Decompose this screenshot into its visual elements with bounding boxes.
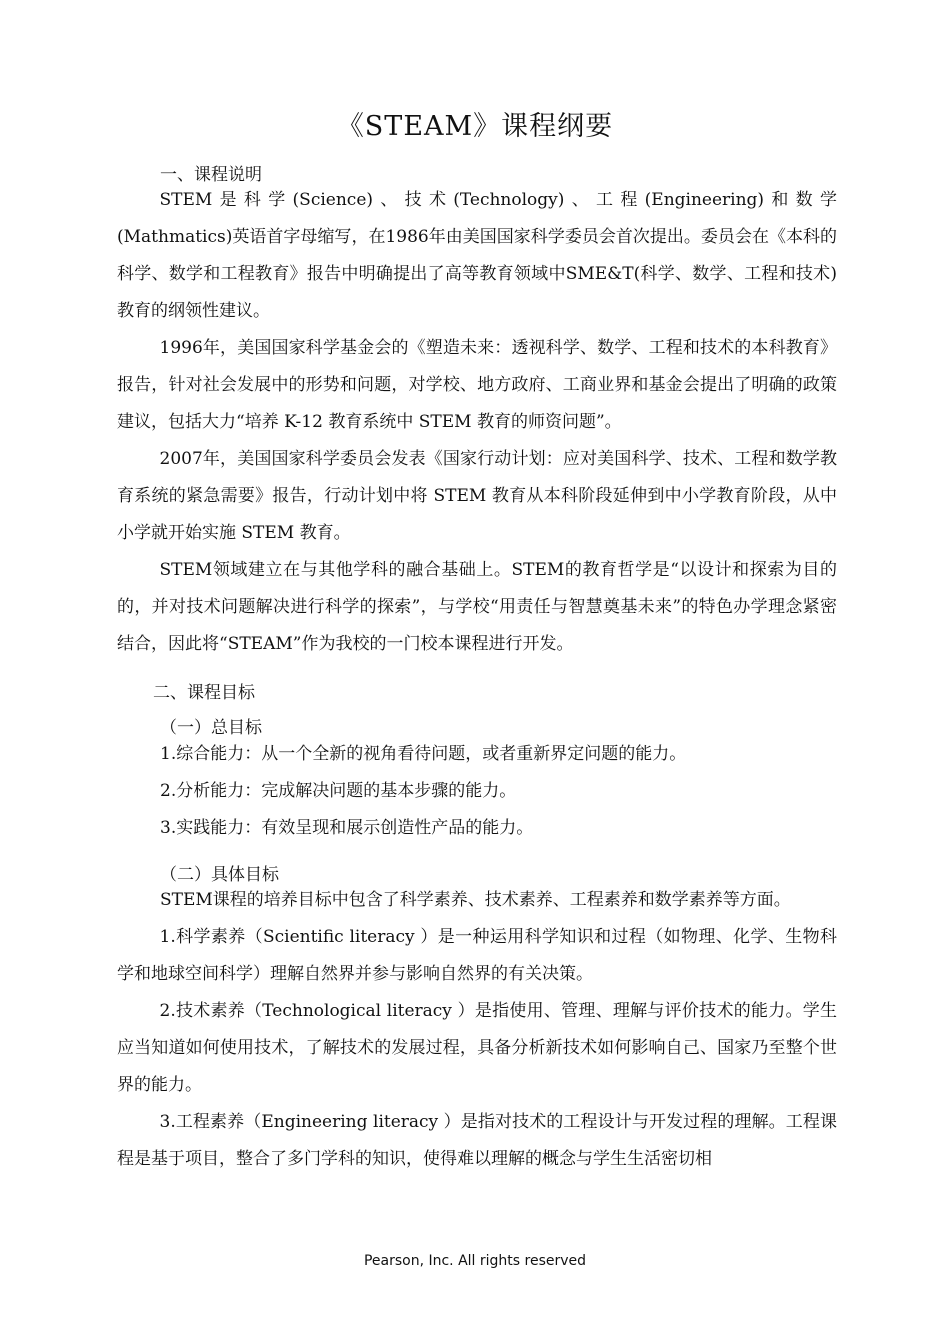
document-title: 《STEAM》课程纲要 (336, 111, 614, 142)
paragraph: 2007年，美国国家科学委员会发表《国家行动计划：应对美国科学、技术、工程和数学教育系统的紧急需要》报告，行动计划中将 STEM 教育从本科阶段延伸到中小学教育阶段，从中小学就开始实施 STEM 教育。 (117, 449, 837, 543)
paragraph: 1996年，美国国家科学基金会的《塑造未来：透视科学、数学、工程和技术的本科教育》报告，针对社会发展中的形势和问题，对学校、地方政府、工商业界和基金会提出了明确的政策建议，包括大力“培养 K-12 教育系统中 STEM 教育的师资问题”。 (117, 338, 837, 432)
paragraph: STEM是科学(Science)、技术(Technology)、工程(Engineering)和数学(Mathmatics)英语首字母缩写，在1986年由美国国家科学委员会首次提出。委员会在《本科的科学、数学和工程教育》报告中明确提出了高等教育领域中SME&T(科学、数学、工程和技术)教育的纲领性建议。 (117, 190, 837, 321)
subsection-heading-specific-goals: （二）具体目标 (160, 865, 279, 885)
goal-item: 1.综合能力：从一个全新的视角看待问题，或者重新界定问题的能力。 (160, 744, 687, 764)
paragraph: 1.科学素养（Scientific literacy ）是一种运用科学知识和过程（如物理、化学、生物科学和地球空间科学）理解自然界并参与影响自然界的有关决策。 (117, 927, 837, 984)
subsection-heading-overall-goals: （一）总目标 (160, 718, 262, 738)
goal-item: 2.分析能力：完成解决问题的基本步骤的能力。 (160, 781, 517, 801)
section-course-description-body (117, 182, 837, 663)
paragraph: STEM领域建立在与其他学科的融合基础上。STEM的教育哲学是“以设计和探索为目的的，并对技术问题解决进行科学的探索”，与学校“用责任与智慧奠基未来”的特色办学理念紧密结合，因此将“STEAM”作为我校的一门校本课程进行开发。 (117, 560, 837, 654)
specific-goals-body (117, 919, 837, 1178)
specific-goals-intro: STEM课程的培养目标中包含了科学素养、技术素养、工程素养和数学素养等方面。 (160, 890, 791, 910)
goal-item: 3.实践能力：有效呈现和展示创造性产品的能力。 (160, 818, 534, 838)
section-heading-course-goals: 二、课程目标 (153, 683, 255, 703)
paragraph: 2.技术素养（Technological literacy ）是指使用、管理、理解与评价技术的能力。学生应当知道如何使用技术，了解技术的发展过程，具备分析新技术如何影响自己、国家乃至整个世界的能力。 (117, 1001, 837, 1095)
page-footer: Pearson, Inc. All rights reserved (363, 1253, 587, 1269)
paragraph: 3.工程素养（Engineering literacy ）是指对技术的工程设计与开发过程的理解。工程课程是基于项目，整合了多门学科的知识，使得难以理解的概念与学生生活密切相 (117, 1112, 837, 1169)
section-heading-course-description: 一、课程说明 (160, 165, 262, 185)
